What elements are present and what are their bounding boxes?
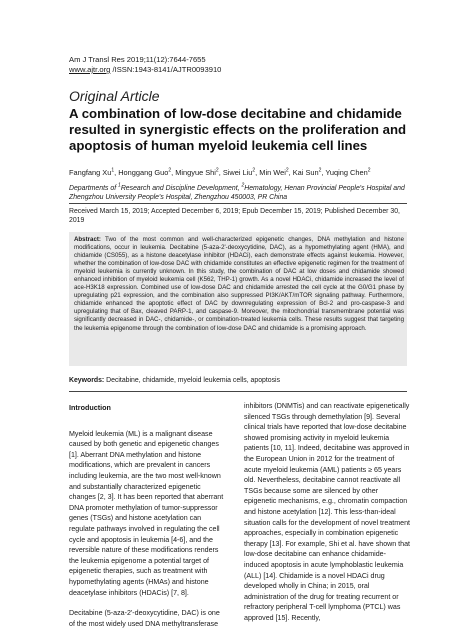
author: Kai Sun$^2$ xyxy=(292,167,322,177)
keywords xyxy=(69,377,414,384)
keywords-label: Keywords: xyxy=(69,377,105,384)
journal-website-link[interactable]: www.ajtr.org xyxy=(69,65,111,74)
body-column-left xyxy=(69,403,225,639)
divider-rule xyxy=(69,391,407,392)
section-heading-introduction: Introduction xyxy=(69,403,111,412)
author-list: Fangfang Xu$^1$, Honggang Guo$^2$, Mingyue Shi$^2$, Siwei Liu$^2$, Min Wei$^2$, Kai Sun$^2$, Yuqing Chen$^2$ xyxy=(69,167,371,177)
body-paragraph: Decitabine (5-aza-2'-deoxycytidine, DAC) is one of the most widely used DNA methyltransferase xyxy=(69,609,220,628)
divider-rule xyxy=(69,203,407,204)
abstract-text: Two of the most common and well-characterized epigenetic changes, DNA methylation and histone modifications, occur in leukemia. Decitabine (5-aza-2'-deoxycytidine, DAC), as a hypomethylating agent (HMA), and chidamide (CS055), as a histone deacetylase inhibitor (HDACi), each demonstrate effects against leukemia. However, whether the combination of low-dose DAC with chidamide constitutes an effective epigenetic regimen for the treatment of myeloid leukemia is currently unknown. In this study, the combination of DAC at low doses and chidamide showed enhanced inhibition of myeloid leukemia cell (K562, THP-1) growth. As a novel HDACi, chidamide increased the level of ace-H3K18 expression. Combined use of low-dose DAC and chidamide arrested the cell cycle at the G0/G1 phase by upregulating p21 expression, and the combination also suppressed PI3K/AKT/mTOR signaling pathway. Furthermore, chidamide enhanced the apoptotic effect of DAC by downregulating expression of Bcl-2 and pro-caspase-3 and upregulating that of Bax, cleaved PARP-1, and caspase-9. Moreover, the mitochondrial transmembrane potential was significantly decreased in DAC-, chidamide-, or combination-treated leukemia cells. These results suggest that targeting the leukemia epigenome through the combination of low-dose DAC and chidamide is a promising approach. xyxy=(74,236,404,332)
affiliations: Departments of $^1$Research and Discipline Development, $^2$Hematology, Henan Provincial People's Hospital and Zhengzhou University People's Hospital, Zhengzhou 450003, PR China xyxy=(69,182,405,201)
keywords-text: Decitabine, chidamide, myeloid leukemia cells, apoptosis xyxy=(104,377,281,384)
journal-web-line xyxy=(69,65,221,75)
abstract xyxy=(74,236,404,333)
article-type: Original Article xyxy=(69,88,160,104)
issn-text: /ISSN:1943-8141/AJTR0093910 xyxy=(110,65,222,74)
publication-dates: Received March 15, 2019; Accepted December 6, 2019; Epub December 15, 2019; Published December 30, 2019 xyxy=(69,208,400,225)
body-paragraph: inhibitors (DNMTis) and can reactivate epigenetically silenced TSGs through demethylation [9]. Several clinical trials have reported that low-dose decitabine showed promising activity in myeloid leukemia patients [10, 11]. Indeed, decitabine was approved in the European Union in 2012 for the treatment of acute myeloid leukemia (AML) patients ≥ 65 years old. Nevertheless, decitabine cannot reactivate all TSGs because some are silenced by other epigenetic mechanisms, e.g., chromatin compaction and histone acetylation [12]. This less-than-ideal situation calls for the development of novel treatment approaches, especially in combination epigenetic therapy [13]. For example, Shi et al. have shown that low-dose decitabine can enhance chidamide-induced apoptosis in acute lymphoblastic leukemia (ALL) [14]. Chidamide is a novel HDACi drug developed wholly in China; in 2015, oral administration of the drug for treating recurrent or refractory peripheral T-cell lymphoma (PTCL) was approved [15]. Recently, xyxy=(244,402,411,622)
journal-header xyxy=(69,55,221,75)
author: Fangfang Xu$^1$ xyxy=(69,167,115,177)
abstract-label: Abstract: xyxy=(74,236,101,243)
article-title: A combination of low-dose decitabine and chidamide resulted in synergistic effects on the proliferation and apoptosis of human myeloid leukemia cell lines xyxy=(69,106,407,153)
journal-citation: Am J Transl Res 2019;11(12):7644-7655 xyxy=(69,55,206,64)
author: Mingyue Shi$^2$ xyxy=(175,167,219,177)
body-column-right xyxy=(244,401,410,633)
author: Siwei Liu$^2$ xyxy=(222,167,256,177)
author: Min Wei$^2$ xyxy=(259,167,289,177)
author: Honggang Guo$^2$ xyxy=(118,167,172,177)
body-paragraph: Myeloid leukemia (ML) is a malignant disease caused by both genetic and epigenetic changes [1]. Aberrant DNA methylation and histone modifications, which are prevalent in cancers including leukemia, are the two most well-known and substantially characterized epigenetic changes [2, 3]. It has been reported that aberrant DNA promoter methylation of tumor-suppressor genes (TSGs) and histone acetylation can regulate pathways involved in regulating the cell cycle and apoptosis in leukemia [4-6], and the reversible nature of these modifications renders the leukemia epigenome a potential target of epigenetic therapies, such as treatment with hypomethylating agents (HMAs) and histone deacetylase inhibitors (HDACis) [7, 8]. xyxy=(69,429,224,597)
author: Yuqing Chen$^2$ xyxy=(325,167,371,177)
